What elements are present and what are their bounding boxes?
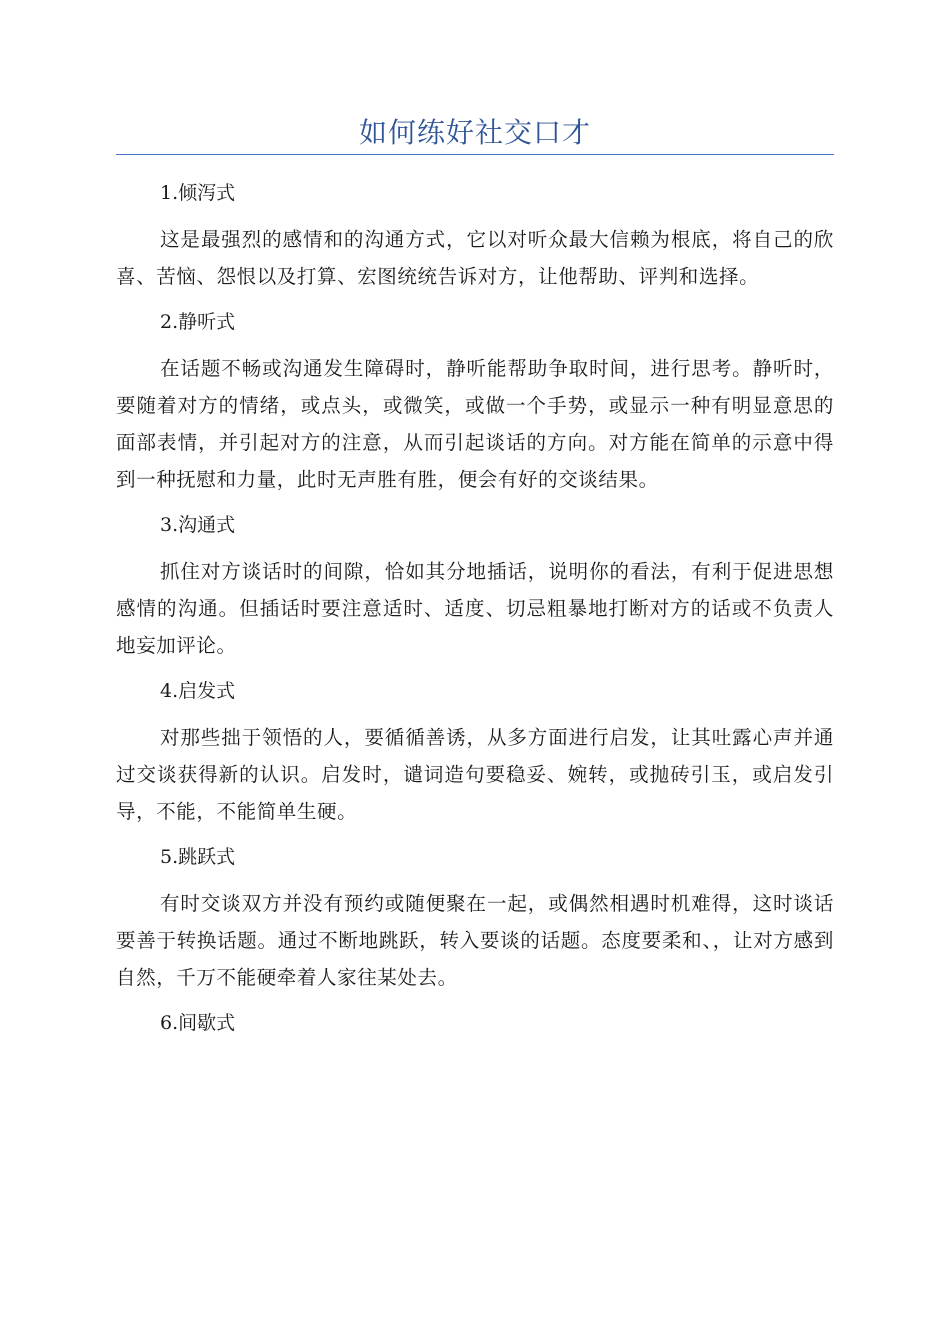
section-paragraph: 对那些拙于领悟的人，要循循善诱，从多方面进行启发，让其吐露心声并通过交谈获得新的认识。启发时，谴词造句要稳妥、婉转，或抛砖引玉，或启发引导，不能，不能简单生硬。 — [116, 726, 834, 823]
section-heading: 5.跳跃式 — [160, 846, 236, 868]
section-heading: 3.沟通式 — [160, 514, 236, 536]
section-paragraph: 抓住对方谈话时的间隙，恰如其分地插话，说明你的看法，有利于促进思想感情的沟通。但插话时要注意适时、适度、切忌粗暴地打断对方的话或不负责人地妄加评论。 — [116, 560, 834, 657]
title-underline — [116, 154, 834, 155]
section-heading: 4.启发式 — [160, 680, 236, 702]
section-heading: 1.倾泻式 — [160, 182, 236, 204]
section-paragraph: 有时交谈双方并没有预约或随便聚在一起，或偶然相遇时机难得，这时谈话要善于转换话题。通过不断地跳跃，转入要谈的话题。态度要柔和、，让对方感到自然，千万不能硬牵着人家往某处去。 — [116, 892, 834, 989]
document-title: 如何练好社交口才 — [358, 116, 591, 149]
section-paragraph: 在话题不畅或沟通发生障碍时，静听能帮助争取时间，进行思考。静听时，要随着对方的情绪，或点头，或微笑，或做一个手势，或显示一种有明显意思的面部表情，并引起对方的注意，从而引起谈话的方向。对方能在简单的示意中得到一种抚慰和力量，此时无声胜有胜，便会有好的交谈结果。 — [116, 357, 834, 491]
section-paragraph: 这是最强烈的感情和的沟通方式，它以对听众最大信赖为根底，将自己的欣喜、苦恼、怨恨以及打算、宏图统统告诉对方，让他帮助、评判和选择。 — [116, 228, 834, 288]
section-heading: 2.静听式 — [160, 311, 236, 333]
document-body — [116, 175, 834, 1051]
section-heading: 6.间歇式 — [160, 1012, 236, 1034]
